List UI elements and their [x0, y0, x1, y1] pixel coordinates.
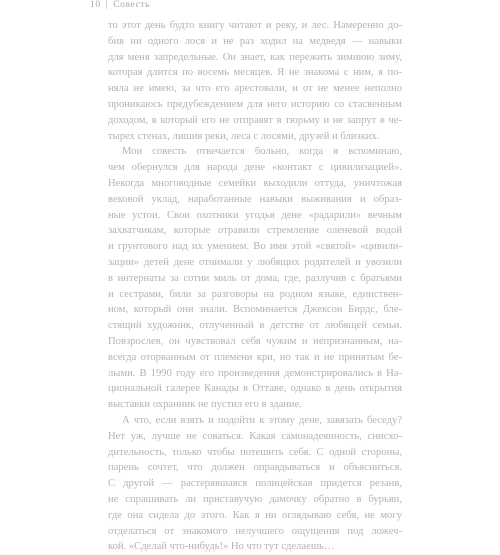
text-line: и грунтового над их умением. Во имя этой «святой» «цивили- [108, 241, 402, 253]
text-line: в интернаты за сотни миль от дома, где, разлучив с братьями [108, 272, 402, 284]
paragraph [108, 413, 402, 555]
text-line: выставки охранник не пустил его в здание. [108, 399, 302, 411]
text-line: захватчикам, которые отравили стремление оленевой водой [108, 225, 402, 237]
text-line: проникаюсь предубеждением для него историю со стасвенным [108, 98, 402, 110]
text-line: Повзрослев, он чувствовал себя чужим и непризнанным, на- [108, 335, 402, 347]
body-text [108, 18, 402, 555]
running-title: Совесть [113, 0, 151, 10]
paragraph [108, 144, 402, 413]
text-line: няла не имею, за что его арестовали, и от не менее неполно [108, 83, 402, 95]
text-line: то этот день будто книгу читают и реку, и лес. Намеренно до- [108, 20, 402, 31]
text-line: зации» детей дене отнимали у любящих родителей и увозили [108, 256, 402, 268]
text-line: С другой — растерявшаяся полицейская придется резанв, [108, 478, 402, 490]
paragraph [108, 18, 402, 144]
text-line: дительность, только чтобы потешить себя. С одной стороны, [108, 446, 402, 458]
text-line: А что, если взять и подойти к этому дене, завязать беседу? [122, 414, 402, 426]
page-number: 10 [90, 0, 101, 10]
text-line: парень сочтет, что должен оправдываться и объясниться. [108, 462, 402, 474]
text-line: доходом, в который его не отправят в тюрьму и не запрут в че- [108, 114, 402, 126]
text-line: которая длится по восемь месяцев. Я не знакома с ним, я по- [108, 67, 402, 79]
text-line: где она сидела до этого. Как я ни оглядываю себя, не могу [108, 509, 402, 521]
text-line: бив ни одного лося и не раз ходил на медведя — навыки [108, 35, 402, 47]
text-line: кой. «Сделай что-нибудь!» Но что тут сделаешь… [108, 541, 335, 553]
text-line: Нет уж, лучше не соваться. Какая самонадеянность, снисхо- [108, 430, 402, 442]
text-line: чем обернулся для народа дене «контакт с цивилизацией». [108, 162, 402, 174]
text-line: лыми. В 1990 году его произведения демонстрировались в На- [108, 367, 402, 379]
text-line: Мои совесть отвечается больно, когда я вспоминаю, [122, 146, 402, 158]
header-separator: | [105, 0, 109, 10]
text-line: ные устои. Свои охотники угодья дене «радарили» вечным [108, 209, 402, 221]
text-line: и сестрами, били за разговоры на родном языке, единствен- [108, 288, 402, 300]
text-line: всегда оторванным от племени кри, но так и не принятым бе- [108, 351, 402, 363]
running-head [90, 0, 150, 10]
text-line: для меня запредельные. Он знает, как пережить зимнюю зиму, [108, 51, 402, 63]
text-line: стящий художник, отлученный в детстве от любящей семьи. [108, 320, 402, 332]
text-line: тырех стенах, лишив реки, леса с лосями, друзей и близких. [108, 130, 380, 142]
text-line: циональной галерее Канады в Оттаве, однако в день открытия [108, 383, 402, 395]
text-line: отделаться от знакомого нелучшего ощущения под ложеч- [108, 525, 402, 537]
text-line: не спрашивать ли приставучую дамочку обратно в бурьян, [108, 493, 402, 505]
text-line: Некогда многоводные семейки выходили оттуда, уничтожая [108, 177, 402, 189]
text-line: вековой уклад, наработанные навыки выживания и образ- [108, 193, 402, 205]
text-line: ном, который они знали. Вспоминается Джексон Бирдс, бле- [108, 304, 402, 316]
